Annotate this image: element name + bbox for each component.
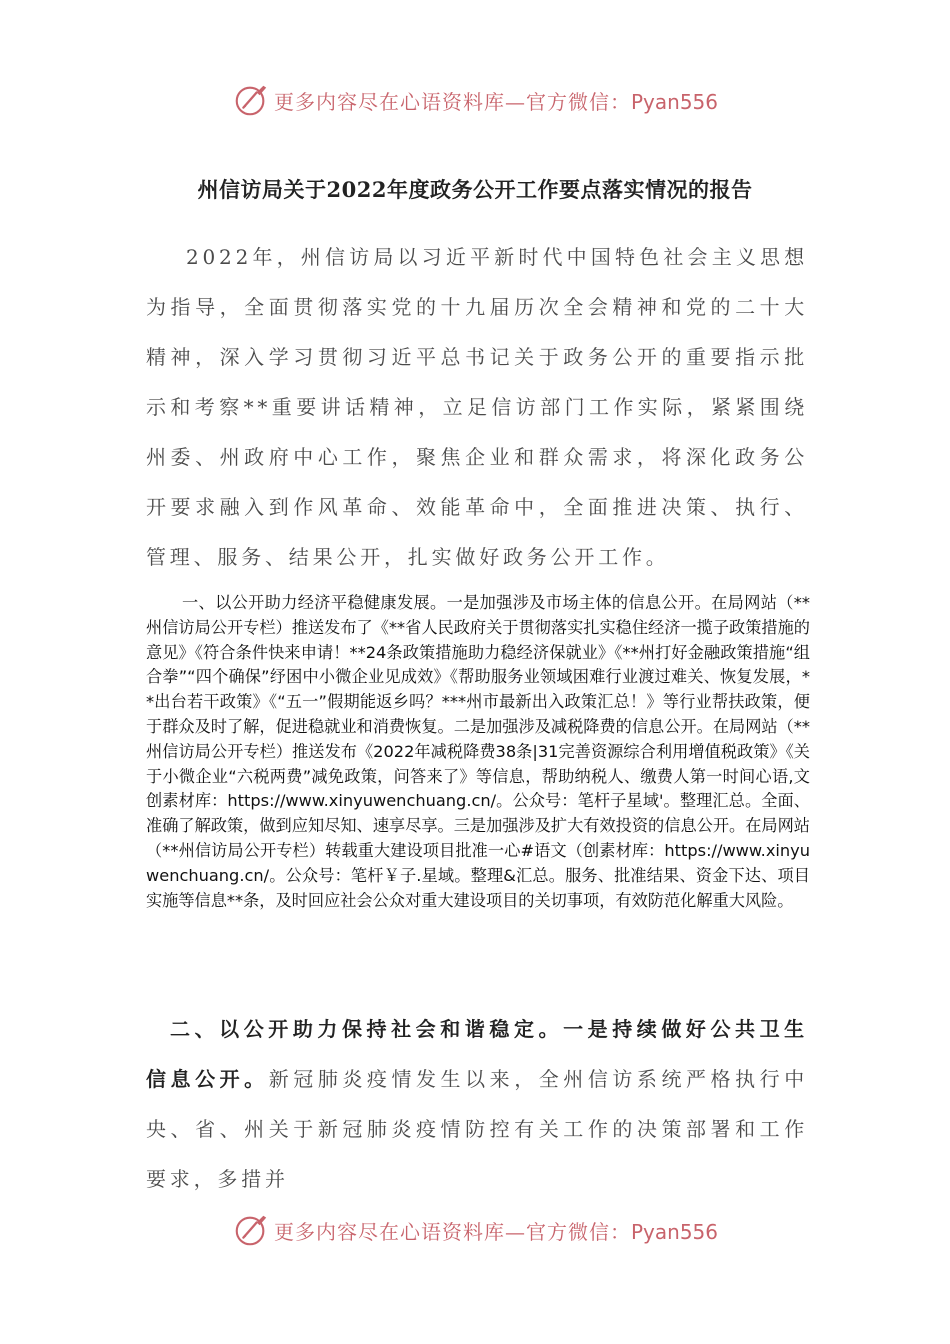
section-two-lead: 二、以公开助力保持社会和谐稳定。一是持续做好公共卫生信息公开。 bbox=[146, 1017, 808, 1091]
banner-text: 更多内容尽在心语资料库—官方微信：Pyan556 bbox=[273, 89, 718, 114]
intro-paragraph: 2022年，州信访局以习近平新时代中国特色社会主义思想为指导，全面贯彻落实党的十九届历次全会精神和党的二十大精神，深入学习贯彻习近平总书记关于政务公开的重要指示批示和考察**重要讲话精神，立足信访部门工作实际，紧紧围绕州委、州政府中心工作，聚焦企业和群众需求，将深化政务公开要求融入到作风革命、效能革命中，全面推进决策、执行、管理、服务、结果公开，扎实做好政务公开工作。 bbox=[146, 245, 808, 569]
pen-logo-icon bbox=[232, 81, 270, 119]
footer-banner bbox=[0, 1208, 950, 1252]
header-banner bbox=[0, 78, 950, 122]
section-two-body: 新冠肺炎疫情发生以来，全州信访系统严格执行中央、省、州关于新冠肺炎疫情防控有关工作的决策部署和工作要求，多措并 bbox=[146, 1067, 808, 1191]
section-two-paragraph bbox=[146, 1004, 808, 1204]
wechat-id: Pyan556 bbox=[630, 1219, 718, 1244]
section-one-paragraph: 一、以公开助力经济平稳健康发展。一是加强涉及市场主体的信息公开。在局网站（**州信访局公开专栏）推送发布了《**省人民政府关于贯彻落实扎实稳住经济一揽子政策措施的意见》《符合条件快来申请！**24条政策措施助力稳经济保就业》《**州打好金融政策措施“组合拳”“四个确保”纾困中小微企业见成效》《帮助服务业领域困难行业渡过难关、恢复发展，**出台若干政策》《“五一”假期能返乡吗？***州市最新出入政策汇总！》等行业帮扶政策，便于群众及时了解，促进稳就业和消费恢复。二是加强涉及减税降费的信息公开。在局网站（**州信访局公开专栏）推送发布《2022年减税降费38条|31完善资源综合利用增值税政策》《关于小微企业“六税两费”减免政策，问答来了》等信息，帮助纳税人、缴费人第一时间心语,文创素材库：https://www.xinyuwenchuang.cn/。公众号：笔杆子星域'。整理汇总。全面、准确了解政策，做到应知尽知、速享尽享。三是加强涉及扩大有效投资的信息公开。在局网站（**州信访局公开专栏）转载重大建设项目批准一心#语文（创素材库：https://www.xinyuwenchuang.cn/。公众号：笔杆￥子.星域。整理&汇总。服务、批准结果、资金下达、项目实施等信息**条，及时回应社会公众对重大建设项目的关切事项，有效防范化解重大风险。 bbox=[146, 593, 810, 910]
wechat-id: Pyan556 bbox=[630, 89, 718, 114]
pen-logo-icon bbox=[232, 1211, 270, 1249]
banner-text: 更多内容尽在心语资料库—官方微信：Pyan556 bbox=[273, 1219, 718, 1244]
document-title: 州信访局关于2022年度政务公开工作要点落实情况的报告 bbox=[197, 177, 753, 202]
